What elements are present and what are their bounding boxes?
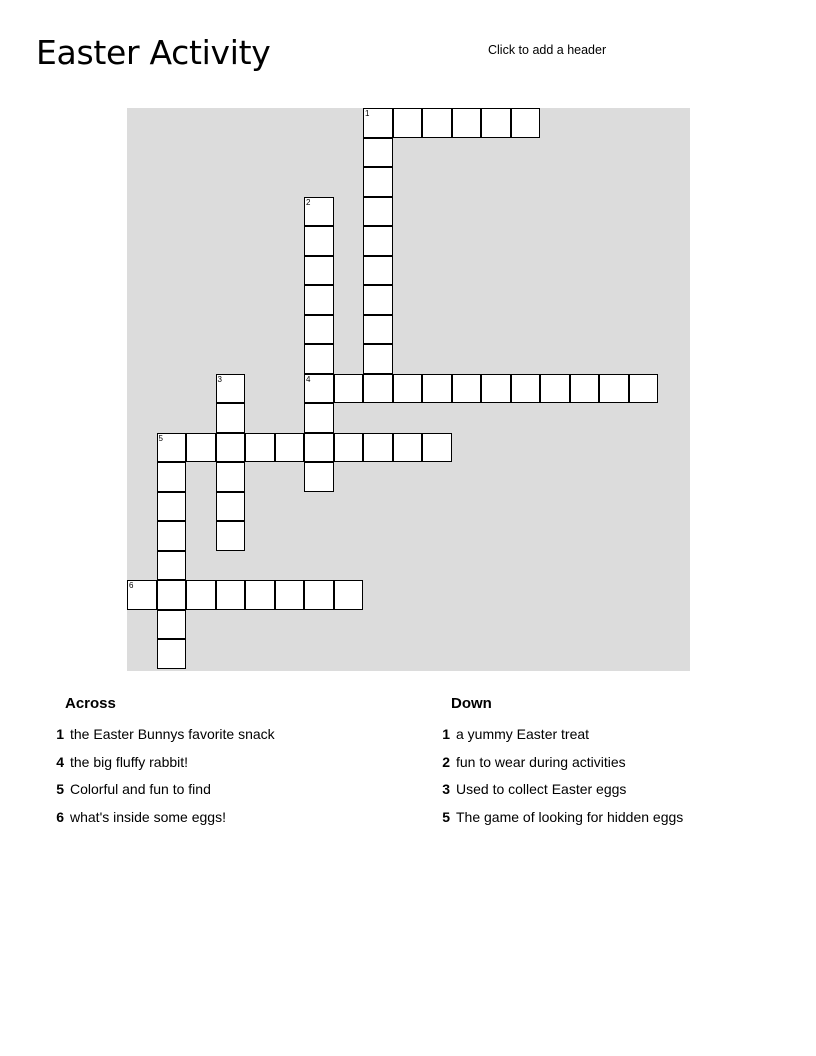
grid-cell[interactable] xyxy=(216,580,246,610)
grid-cell[interactable] xyxy=(393,108,423,138)
clue-number: 1 xyxy=(56,726,64,742)
across-clue xyxy=(50,808,226,836)
grid-cell[interactable] xyxy=(304,256,334,286)
grid-cell[interactable] xyxy=(157,462,187,492)
grid-cell[interactable] xyxy=(334,433,364,463)
grid-cell[interactable] xyxy=(186,580,216,610)
grid-cell[interactable] xyxy=(216,521,246,551)
grid-cell[interactable] xyxy=(275,433,305,463)
header-placeholder[interactable]: Click to add a header xyxy=(488,43,607,57)
across-clue-list xyxy=(50,725,275,835)
grid-cell[interactable] xyxy=(363,256,393,286)
grid-cell[interactable] xyxy=(452,374,482,404)
grid-cell[interactable] xyxy=(157,492,187,522)
grid-cell[interactable] xyxy=(363,226,393,256)
down-clue-list xyxy=(436,725,684,835)
grid-cell[interactable] xyxy=(304,315,334,345)
grid-cell[interactable] xyxy=(216,403,246,433)
page-title: Easter Activity xyxy=(36,33,271,72)
clue-number: 5 xyxy=(442,808,450,825)
clue-text: Colorful and fun to find xyxy=(70,781,211,797)
grid-cell[interactable] xyxy=(304,403,334,433)
grid-cell[interactable] xyxy=(245,580,275,610)
clue-text: the big fluffy rabbit! xyxy=(70,753,189,770)
grid-cell[interactable] xyxy=(363,108,393,138)
grid-cell[interactable] xyxy=(511,108,541,138)
across-clue xyxy=(50,780,211,808)
grid-cell[interactable] xyxy=(304,374,334,404)
down-clues xyxy=(436,694,684,835)
grid-cell[interactable] xyxy=(481,374,511,404)
grid-cell[interactable] xyxy=(157,521,187,551)
grid-cell[interactable] xyxy=(422,433,452,463)
grid-cell[interactable] xyxy=(304,433,334,463)
grid-cell[interactable] xyxy=(363,433,393,463)
clue-number: 2 xyxy=(442,753,450,770)
grid-cell[interactable] xyxy=(393,374,423,404)
grid-cell[interactable] xyxy=(304,462,334,492)
grid-cell[interactable] xyxy=(570,374,600,404)
grid-cell[interactable] xyxy=(157,580,187,610)
clue-text: what's inside some eggs! xyxy=(70,808,226,825)
clue-number: 4 xyxy=(56,753,64,770)
grid-cell[interactable] xyxy=(127,580,157,610)
grid-cell[interactable] xyxy=(216,492,246,522)
clue-number: 3 xyxy=(442,781,450,797)
grid-cell[interactable] xyxy=(393,433,423,463)
cell-number: 4 xyxy=(306,374,311,384)
grid-cell[interactable] xyxy=(216,433,246,463)
grid-cell[interactable] xyxy=(216,462,246,492)
grid-cell[interactable] xyxy=(334,580,364,610)
grid-cell[interactable] xyxy=(216,374,246,404)
clue-number: 5 xyxy=(56,781,64,797)
grid-cell[interactable] xyxy=(422,374,452,404)
grid-cell[interactable] xyxy=(363,197,393,227)
down-clue xyxy=(436,753,626,781)
grid-cell[interactable] xyxy=(275,580,305,610)
grid-cell[interactable] xyxy=(363,374,393,404)
down-clue xyxy=(436,780,627,808)
grid-cell[interactable] xyxy=(363,285,393,315)
grid-cell[interactable] xyxy=(629,374,659,404)
down-clue xyxy=(436,725,590,753)
grid-cell[interactable] xyxy=(304,226,334,256)
grid-cell[interactable] xyxy=(511,374,541,404)
grid-cell[interactable] xyxy=(304,344,334,374)
cell-number: 1 xyxy=(365,109,370,118)
grid-cell[interactable] xyxy=(422,108,452,138)
clue-text: the Easter Bunnys favorite snack xyxy=(70,726,275,742)
grid-cell[interactable] xyxy=(363,138,393,168)
grid-cell[interactable] xyxy=(452,108,482,138)
grid-cell[interactable] xyxy=(363,167,393,197)
grid-cell[interactable] xyxy=(481,108,511,138)
grid-cell[interactable] xyxy=(157,610,187,640)
crossword-grid xyxy=(127,108,690,671)
down-clue xyxy=(436,808,684,836)
clue-number: 1 xyxy=(442,726,450,742)
cell-number: 6 xyxy=(129,581,134,590)
grid-cell[interactable] xyxy=(157,433,187,463)
grid-cell[interactable] xyxy=(186,433,216,463)
clue-text: fun to wear during activities xyxy=(456,753,626,770)
cell-number: 2 xyxy=(306,197,311,207)
grid-cell[interactable] xyxy=(363,315,393,345)
grid-cell[interactable] xyxy=(157,639,187,669)
grid-cell[interactable] xyxy=(157,551,187,581)
grid-cell[interactable] xyxy=(304,285,334,315)
clue-number: 6 xyxy=(56,808,64,825)
cell-number: 5 xyxy=(158,433,163,443)
grid-cell[interactable] xyxy=(304,197,334,227)
grid-cell[interactable] xyxy=(304,580,334,610)
across-clue xyxy=(50,725,275,753)
cell-number: 3 xyxy=(217,374,222,384)
clue-text: The game of looking for hidden eggs xyxy=(456,808,684,825)
grid-cell[interactable] xyxy=(245,433,275,463)
grid-cell[interactable] xyxy=(334,374,364,404)
clue-text: Used to collect Easter eggs xyxy=(456,781,627,797)
grid-cell[interactable] xyxy=(599,374,629,404)
grid-cell[interactable] xyxy=(540,374,570,404)
grid-cell[interactable] xyxy=(363,344,393,374)
down-heading: Down xyxy=(451,695,492,712)
across-heading: Across xyxy=(65,695,116,712)
clue-text: a yummy Easter treat xyxy=(456,726,590,742)
across-clue xyxy=(50,753,189,781)
across-clues xyxy=(50,694,275,835)
